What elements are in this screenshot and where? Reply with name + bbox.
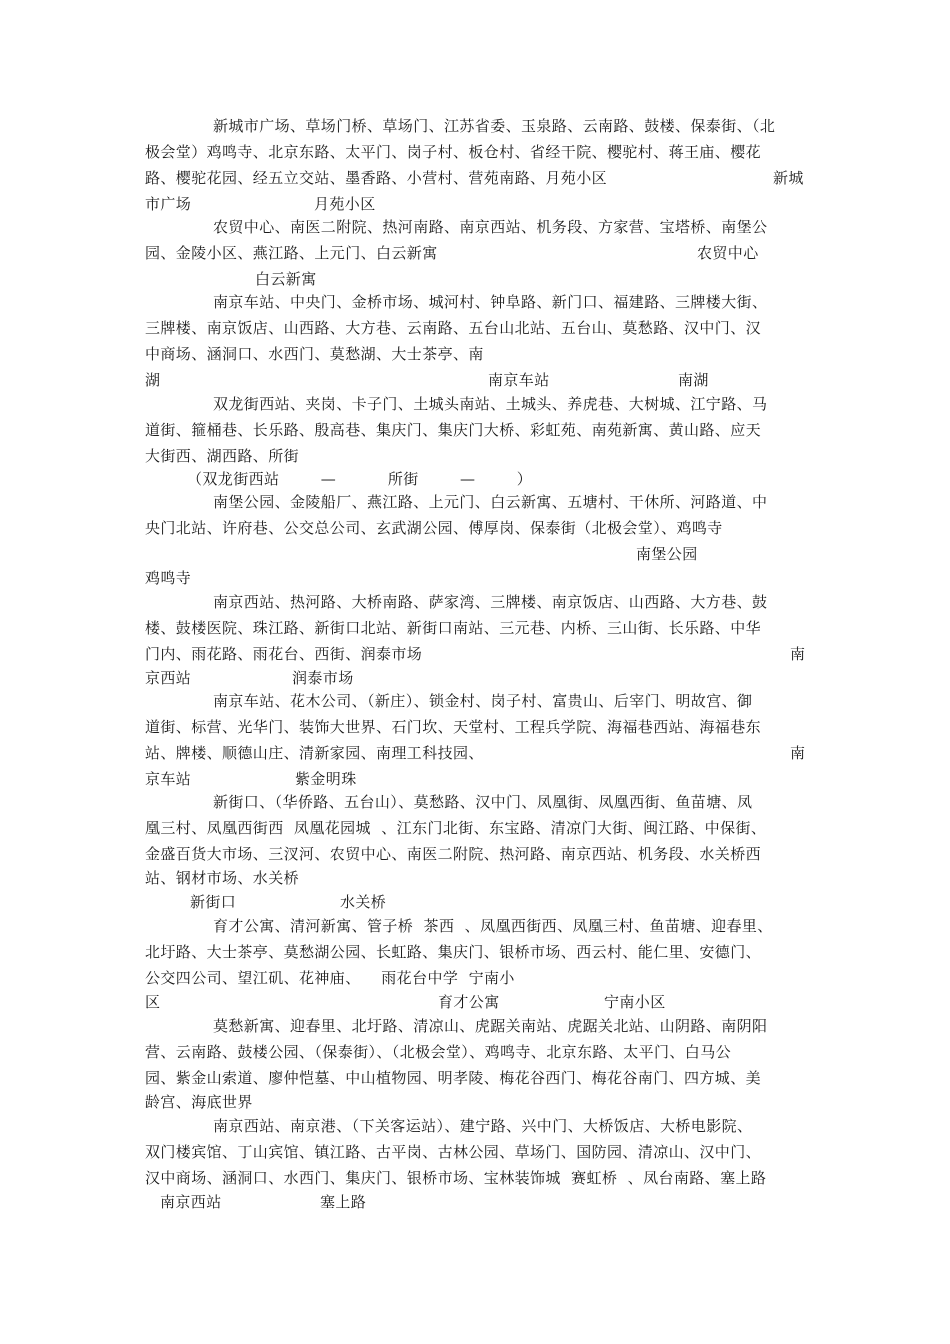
text-line: 南京车站、中央门、金桥市场、城河村、钟阜路、新门口、福建路、三牌楼大街、 [213, 293, 768, 311]
text-line: 市广场 [145, 195, 192, 213]
text-line: 南京西站 [160, 1193, 222, 1211]
text-line: 水关桥 [340, 893, 387, 911]
text-line: 大街西、湖西路、所街 [145, 447, 300, 465]
text-line: 站、牌楼、顺德山庄、清新家园、南理工科技园、 [145, 744, 484, 762]
text-line: 公交四公司、望江矶、花神庙、 雨花台中学 宁南小 [145, 969, 515, 987]
text-line: 湖 [145, 371, 161, 389]
text-line: 道街、标营、光华门、装饰大世界、石门坎、天堂村、工程兵学院、海福巷西站、海福巷东 [145, 718, 762, 736]
text-line: 南京西站、热河路、大桥南路、萨家湾、三牌楼、南京饭店、山西路、大方巷、鼓 [213, 593, 768, 611]
text-line: 龄宫、海底世界 [145, 1093, 253, 1111]
text-line: 塞上路 [320, 1193, 367, 1211]
text-line: 道街、箍桶巷、长乐路、殷高巷、集庆门、集庆门大桥、彩虹苑、南苑新寓、黄山路、应天 [145, 421, 762, 439]
text-line: 新城市广场、草场门桥、草场门、江苏省委、玉泉路、云南路、鼓楼、保泰街、（北 [213, 117, 776, 135]
text-line: 极会堂）鸡鸣寺、北京东路、太平门、岗子村、板仓村、省经干院、樱驼村、蒋王庙、樱花 [145, 143, 762, 161]
text-line: 楼、鼓楼医院、珠江路、新街口北站、新街口南站、三元巷、内桥、三山街、长乐路、中华 [145, 619, 762, 637]
text-line: 南京车站 [488, 371, 550, 389]
text-line: 新城 [773, 169, 804, 187]
text-line: 路、樱驼花园、经五立交站、墨香路、小营村、营苑南路、月苑小区 [145, 169, 608, 187]
text-line: 南 [790, 645, 806, 663]
text-line: （双龙街西站 — 所街 — ） [187, 470, 533, 488]
text-line: 南京车站、花木公司、（新庄）、锁金村、岗子村、富贵山、后宰门、明故宫、御 [213, 692, 753, 710]
text-line: 央门北站、许府巷、公交总公司、玄武湖公园、傅厚岗、保泰街（北极会堂）、鸡鸣寺 [145, 519, 723, 537]
text-line: 京车站 [145, 770, 192, 788]
text-line: 站、钢材市场、水关桥 [145, 869, 300, 887]
text-line: 育才公寓 [438, 993, 500, 1011]
text-line: 农贸中心、南医二附院、热河南路、南京西站、机务段、方家营、宝塔桥、南堡公 [213, 218, 768, 236]
text-line: 白云新寓 [255, 270, 317, 288]
text-line: 宁南小区 [604, 993, 666, 1011]
text-line: 新街口、（华侨路、五台山）、莫愁路、汉中门、凤凰街、凤凰西街、鱼苗塘、凤 [213, 793, 753, 811]
text-line: 紫金明珠 [295, 770, 357, 788]
text-line: 鸡鸣寺 [145, 569, 192, 587]
text-line: 汉中商场、涵洞口、水西门、集庆门、银桥市场、宝林装饰城 赛虹桥 、凤台南路、塞上路 [145, 1169, 767, 1187]
text-line: 门内、雨花路、雨花台、西街、润泰市场 [145, 645, 423, 663]
text-line: 南湖 [678, 371, 709, 389]
text-line: 中商场、涵洞口、水西门、莫愁湖、大士茶亭、南 [145, 345, 484, 363]
text-line: 三牌楼、南京饭店、山西路、大方巷、云南路、五台山北站、五台山、莫愁路、汉中门、汉 [145, 319, 762, 337]
text-line: 新街口 [190, 893, 237, 911]
text-line: 双门楼宾馆、丁山宾馆、镇江路、古平岗、古林公园、草场门、国防园、清凉山、汉中门、 [145, 1143, 762, 1161]
text-line: 南 [790, 744, 806, 762]
text-line: 莫愁新寓、迎春里、北圩路、清凉山、虎踞关南站、虎踞关北站、山阴路、南阴阳 [213, 1017, 768, 1035]
text-line: 园、紫金山索道、廖仲恺墓、中山植物园、明孝陵、梅花谷西门、梅花谷南门、四方城、美 [145, 1069, 762, 1087]
text-line: 北圩路、大士茶亭、莫愁湖公园、长虹路、集庆门、银桥市场、西云村、能仁里、安德门、 [145, 943, 762, 961]
text-line: 农贸中心 [697, 244, 759, 262]
text-line: 园、金陵小区、燕江路、上元门、白云新寓 [145, 244, 438, 262]
text-line: 南京西站、南京港、（下关客运站）、建宁路、兴中门、大桥饭店、大桥电影院、 [213, 1117, 753, 1135]
text-line: 京西站 [145, 669, 192, 687]
text-line: 凰三村、凤凰西街西 凤凰花园城 、江东门北街、东宝路、清凉门大街、闽江路、中保街、 [145, 819, 767, 837]
text-line: 育才公寓、清河新寓、管子桥 茶西 、凤凰西街西、凤凰三村、鱼苗塘、迎春里、 [213, 917, 773, 935]
text-line: 金盛百货大市场、三汊河、农贸中心、南医二附院、热河路、南京西站、机务段、水关桥西 [145, 845, 762, 863]
text-line: 双龙街西站、夹岗、卡子门、土城头南站、土城头、养虎巷、大树城、江宁路、马 [213, 395, 768, 413]
text-line: 营、云南路、鼓楼公园、（保泰街）、（北极会堂）、鸡鸣寺、北京东路、太平门、白马公 [145, 1043, 732, 1061]
text-line: 区 [145, 993, 161, 1011]
text-line: 南堡公园 [636, 545, 698, 563]
text-line: 月苑小区 [314, 195, 376, 213]
text-line: 南堡公园、金陵船厂、燕江路、上元门、白云新寓、五塘村、干休所、河路道、中 [213, 493, 768, 511]
text-line: 润泰市场 [292, 669, 354, 687]
